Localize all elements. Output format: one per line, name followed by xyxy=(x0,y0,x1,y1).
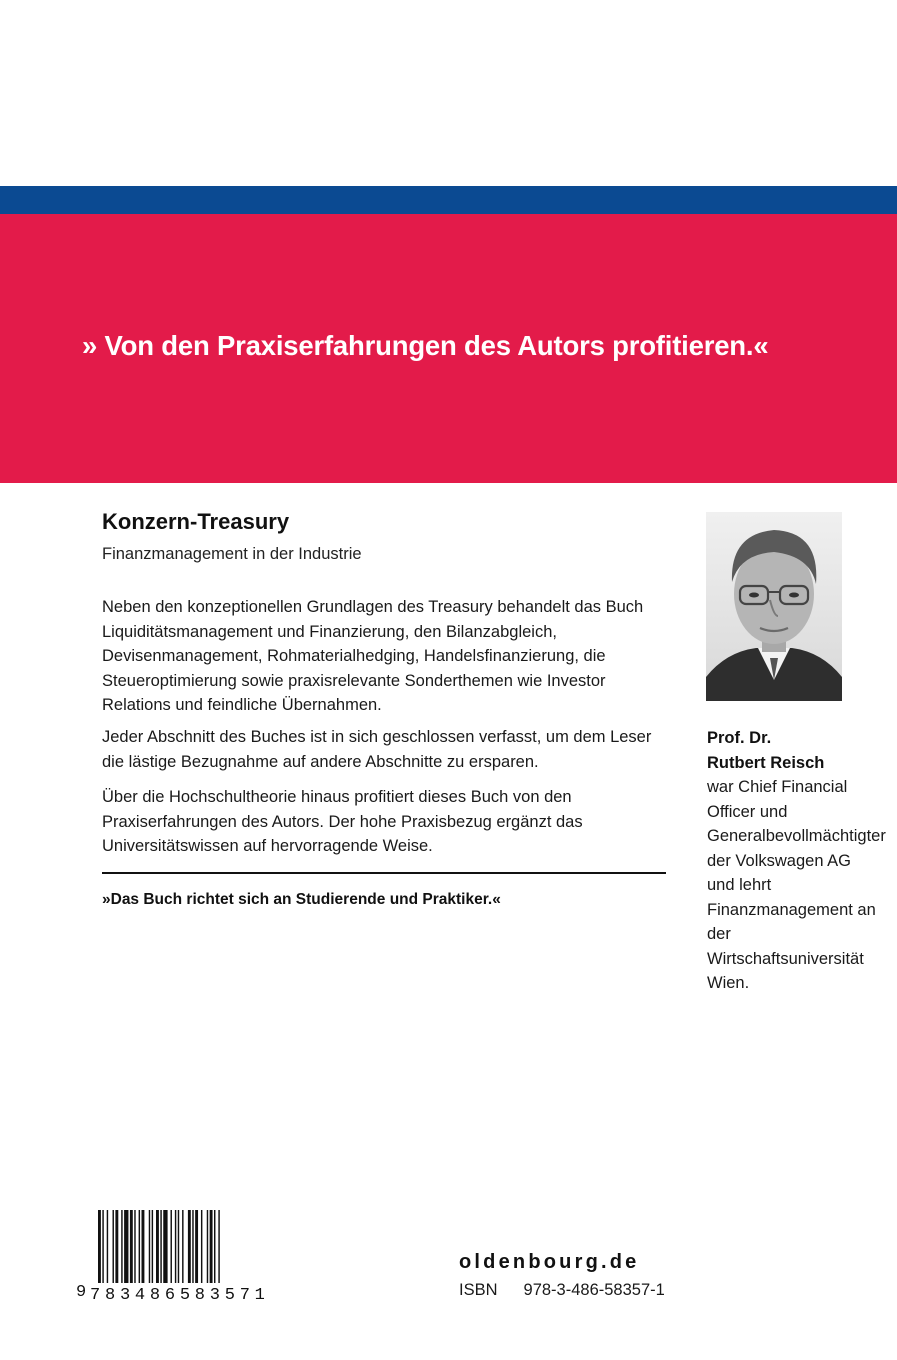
description-paragraph-3: Über die Hochschultheorie hinaus profitiert dieses Buch von den Praxiserfahrungen des Autors. Der hohe Praxisbezug ergänzt das Universitätswissen auf hervorragende Weise. xyxy=(102,788,583,855)
isbn-label: ISBN xyxy=(459,1281,498,1299)
barcode-digit: 6 xyxy=(164,1286,176,1305)
blue-stripe xyxy=(0,186,897,214)
isbn-line xyxy=(459,1281,665,1300)
barcode-digit: 7 xyxy=(239,1286,250,1305)
barcode-bar xyxy=(142,1210,145,1284)
barcode-digit: 8 xyxy=(104,1286,116,1305)
publisher-url: oldenbourg.de xyxy=(459,1251,640,1273)
barcode-bar xyxy=(160,1210,161,1284)
barcode-bar xyxy=(124,1210,128,1284)
barcode-bar xyxy=(130,1210,133,1284)
barcode-digit: 3 xyxy=(209,1286,220,1305)
author-name xyxy=(707,726,877,775)
barcode-bar xyxy=(192,1210,193,1284)
barcode-digit: 5 xyxy=(179,1286,191,1305)
description-paragraph-2: Jeder Abschnitt des Buches ist in sich geschlossen verfasst, um dem Leser die lästige Bezugnahme auf andere Abschnitte zu ersparen. xyxy=(102,728,652,771)
barcode-bar xyxy=(195,1210,198,1284)
author-name-line-1: Prof. Dr. xyxy=(707,729,772,747)
barcode-bar xyxy=(188,1210,191,1284)
isbn-number: 978-3-486-58357-1 xyxy=(523,1281,665,1299)
barcode-digit: 5 xyxy=(224,1286,235,1305)
barcode-bar xyxy=(207,1210,208,1284)
author-name-line-2: Rutbert Reisch xyxy=(707,753,825,772)
barcode-bar xyxy=(214,1210,215,1284)
barcode-bar xyxy=(201,1210,202,1284)
author-bio: war Chief Financial Officer und Generalbevollmächtigter der Volkswagen AG und lehrt Finanzmanagement an der Wirtschaftsuniversität Wien. xyxy=(707,778,886,992)
divider-rule xyxy=(102,872,666,874)
barcode-bar xyxy=(182,1210,183,1284)
barcode-bar xyxy=(163,1210,167,1284)
barcode-bar xyxy=(113,1210,114,1284)
barcode-bar xyxy=(175,1210,176,1284)
barcode-bar xyxy=(171,1210,172,1284)
barcode-digit: 8 xyxy=(194,1286,205,1305)
barcode-digit: 4 xyxy=(134,1286,146,1305)
barcode-bar xyxy=(178,1210,179,1284)
barcode-bar xyxy=(156,1210,159,1284)
banner-tagline: » Von den Praxiserfahrungen des Autors profitieren.« xyxy=(82,330,769,361)
pull-quote: »Das Buch richtet sich an Studierende und Praktiker.« xyxy=(102,891,501,908)
barcode-digit: 7 xyxy=(90,1286,101,1305)
barcode-digit: 3 xyxy=(119,1286,131,1305)
book-subtitle: Finanzmanagement in der Industrie xyxy=(102,545,362,563)
barcode-bar xyxy=(149,1210,150,1284)
barcode-bar xyxy=(107,1210,108,1284)
barcode-bar xyxy=(210,1210,213,1284)
author-photo xyxy=(706,512,842,701)
barcode-digits xyxy=(90,1283,265,1305)
barcode-bar xyxy=(121,1210,122,1284)
barcode-bar xyxy=(134,1210,135,1284)
barcode-bar xyxy=(139,1210,140,1284)
barcode-lead-digit: 9 xyxy=(76,1283,87,1302)
barcode-bar xyxy=(115,1210,118,1284)
description-paragraph-1: Neben den konzeptionellen Grundlagen des Treasury behandelt das Buch Liquiditätsmanagement und Finanzierung, den Bilanzabgleich, Devisenmanagement, Rohmaterialhedging, Handelsfinanzierung, die Steueroptimierung sowie praxisrelevante Sonderthemen wie Investor Relations und feindliche Übernahmen. xyxy=(102,598,644,714)
barcode-digit: 8 xyxy=(149,1286,161,1305)
barcode-digit: 1 xyxy=(254,1286,265,1305)
book-title: Konzern-Treasury xyxy=(102,509,290,534)
barcode-bar xyxy=(152,1210,153,1284)
